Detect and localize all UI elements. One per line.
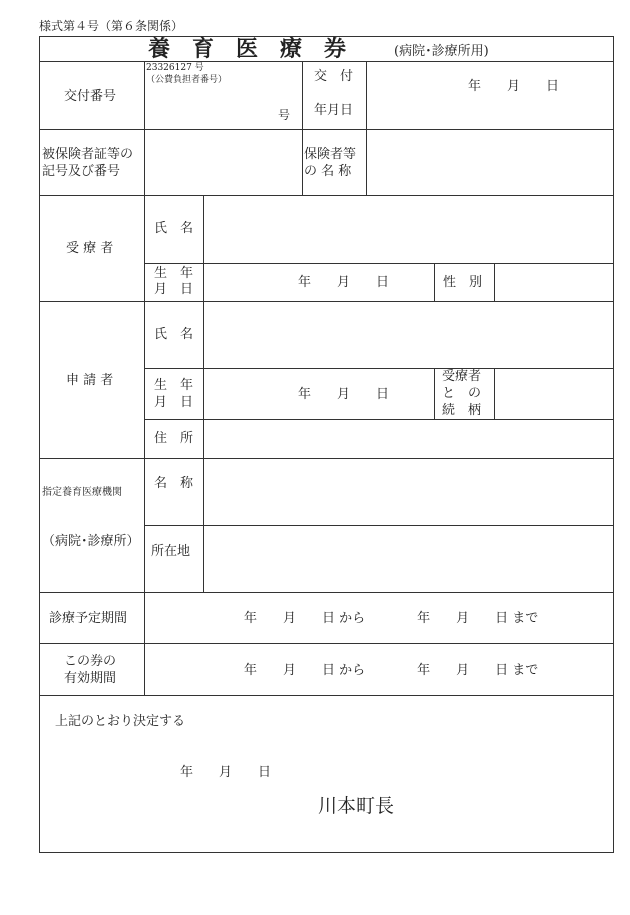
row-divider xyxy=(144,263,613,264)
row-divider xyxy=(40,301,613,302)
issue-date-value: 年 月 日 xyxy=(468,79,560,94)
relation-label: と の xyxy=(442,386,482,401)
issue-number-value: 23326127 号 xyxy=(146,63,204,73)
insurer-name-label: 保険者等 xyxy=(304,147,357,162)
issuer-name: 川本町長 xyxy=(318,795,395,817)
decision-date: 年 月 日 xyxy=(180,765,272,780)
validity-period-label: この券の xyxy=(64,654,117,669)
row-divider xyxy=(40,643,613,644)
patient-birth-label: 生 年 xyxy=(154,266,194,281)
patient-birth-value: 年 月 日 xyxy=(298,275,390,290)
form-number-label: 様式第４号（第６条関係） xyxy=(39,19,184,33)
row-divider xyxy=(40,592,613,593)
applicant-name-label: 氏 名 xyxy=(154,327,194,342)
column-divider xyxy=(366,61,367,195)
row-divider xyxy=(144,368,613,369)
patient-birth-label: 月 日 xyxy=(154,282,194,297)
form-subtitle: (病院･診療所用) xyxy=(394,44,489,59)
column-divider xyxy=(434,368,435,419)
insured-id-label: 被保険者証等の xyxy=(42,147,134,162)
issue-number-suffix: 号 xyxy=(278,108,291,122)
issue-number-label: 交付番号 xyxy=(64,89,117,104)
row-divider xyxy=(144,419,613,420)
applicant-birth-label: 生 年 xyxy=(154,378,194,393)
insurer-name-label: の 名 称 xyxy=(304,164,352,179)
column-divider xyxy=(302,61,303,195)
patient-name-label: 氏 名 xyxy=(154,221,194,236)
column-divider xyxy=(203,195,204,592)
relation-label: 続 柄 xyxy=(442,403,482,418)
institution-name-label: 名 称 xyxy=(154,476,194,491)
issue-date-label: 年月日 xyxy=(314,103,354,118)
relation-label: 受療者 xyxy=(442,369,482,384)
column-divider xyxy=(494,368,495,419)
patient-section-label: 受 療 者 xyxy=(66,241,114,256)
validity-period-value: 年 月 日 から 年 月 日 まで xyxy=(244,663,539,678)
institution-section-sub: （病院･診療所） xyxy=(42,534,140,549)
institution-location-label: 所在地 xyxy=(151,544,191,559)
applicant-address-label: 住 所 xyxy=(154,431,194,446)
row-divider xyxy=(40,129,613,130)
treatment-period-value: 年 月 日 から 年 月 日 まで xyxy=(244,611,539,626)
column-divider xyxy=(494,263,495,301)
public-payer-number-note: （公費負担者番号） xyxy=(146,75,228,85)
insured-id-label: 記号及び番号 xyxy=(42,164,121,179)
patient-sex-label: 性 別 xyxy=(443,275,483,290)
row-divider xyxy=(40,458,613,459)
institution-section-label: 指定養育医療機関 xyxy=(42,487,122,498)
decision-text: 上記のとおり決定する xyxy=(55,714,186,729)
form-title: 養 育 医 療 券 xyxy=(148,36,347,62)
column-divider xyxy=(144,61,145,695)
applicant-birth-value: 年 月 日 xyxy=(298,387,390,402)
issue-date-label: 交 付 xyxy=(314,69,354,84)
applicant-section-label: 申 請 者 xyxy=(66,373,114,388)
treatment-period-label: 診療予定期間 xyxy=(49,611,128,626)
applicant-birth-label: 月 日 xyxy=(154,395,194,410)
column-divider xyxy=(434,263,435,301)
row-divider xyxy=(40,695,613,696)
row-divider xyxy=(40,195,613,196)
row-divider xyxy=(144,525,613,526)
validity-period-label: 有効期間 xyxy=(64,671,117,686)
